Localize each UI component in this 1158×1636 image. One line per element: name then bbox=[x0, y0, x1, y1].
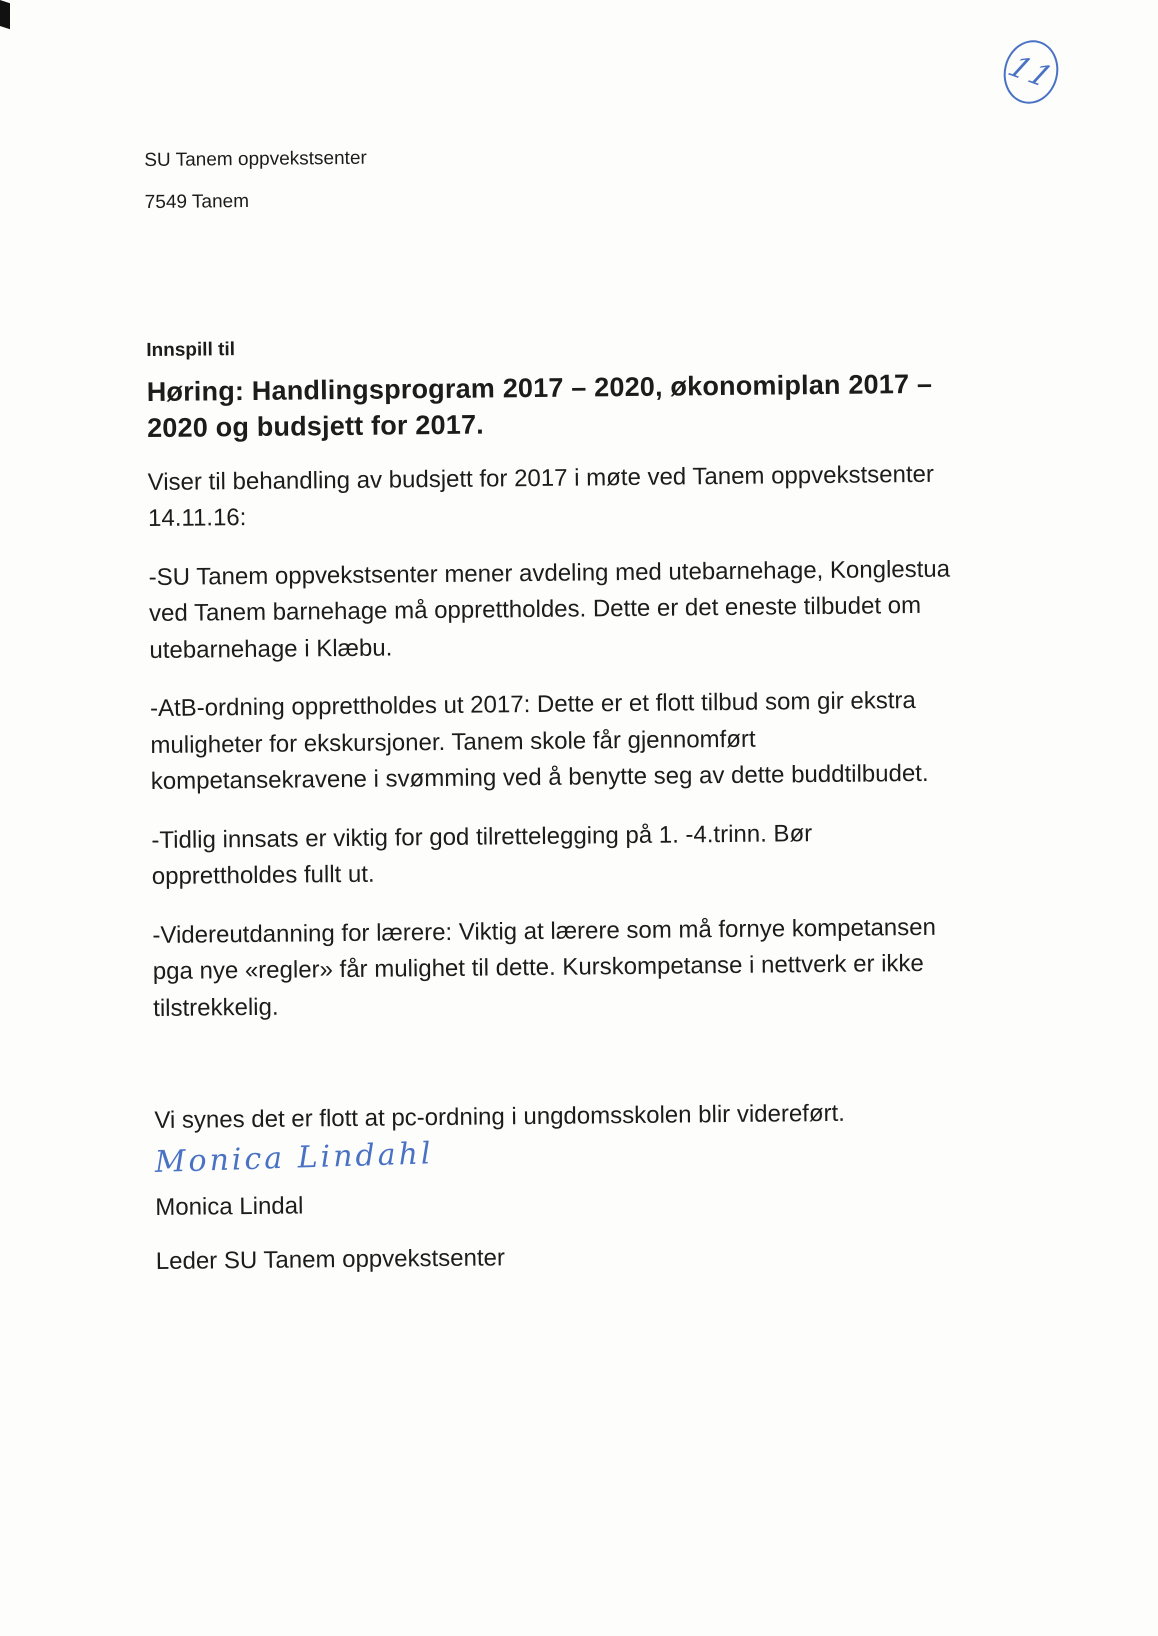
sender-address: 7549 Tanem bbox=[144, 190, 250, 214]
sender-organization: SU Tanem oppvekstsenter bbox=[144, 147, 367, 172]
letter-title: Høring: Handlingsprogram 2017 – 2020, økonomiplan 2017 – 2020 og budsjett for 2017. bbox=[146, 368, 933, 444]
paragraph-atb-ordning: -AtB-ordning opprettholdes ut 2017: Dette er et flott tilbud som gir ekstra muligheter for ekskursjoner. Tanem skole får gjennomført kompetansekravene i svømming ved å benytte seg av dette buddtilbudet. bbox=[149, 687, 929, 796]
paragraph-utebarnehage: -SU Tanem oppvekstsenter mener avdeling med utebarnehage, Konglestua ved Tanem barnehage må opprettholdes. Dette er det eneste tilbudet om utebarnehage i Klæbu. bbox=[148, 555, 951, 664]
handwritten-signature: Monica Lindahl bbox=[154, 1136, 434, 1181]
paragraph-tidlig-innsats: -Tidlig innsats er viktig for god tilrettelegging på 1. -4.trinn. Bør opprettholdes fullt ut. bbox=[151, 819, 813, 891]
page-number: 11 bbox=[1001, 49, 1061, 95]
paragraph-videreutdanning: -Videreutdanning for lærere: Viktig at lærere som må fornye kompetansen pga nye «regler» får mulighet til dette. Kurskompetanse i nettverk er ikke tilstrekkelig. bbox=[152, 913, 937, 1022]
letter-content bbox=[144, 142, 968, 1277]
signer-name: Monica Lindal bbox=[155, 1192, 304, 1222]
intro-label: Innspill til bbox=[146, 339, 236, 362]
scan-artifact bbox=[0, 0, 10, 29]
closing-paragraph: Vi synes det er flott at pc-ordning i ungdomsskolen blir videreført. bbox=[154, 1099, 846, 1134]
handwritten-page-number-circle bbox=[997, 34, 1065, 109]
paragraph-reference: Viser til behandling av budsjett for 2017 i møte ved Tanem oppvekstsenter 14.11.16: bbox=[147, 460, 935, 533]
signer-title: Leder SU Tanem oppvekstsenter bbox=[155, 1244, 506, 1276]
